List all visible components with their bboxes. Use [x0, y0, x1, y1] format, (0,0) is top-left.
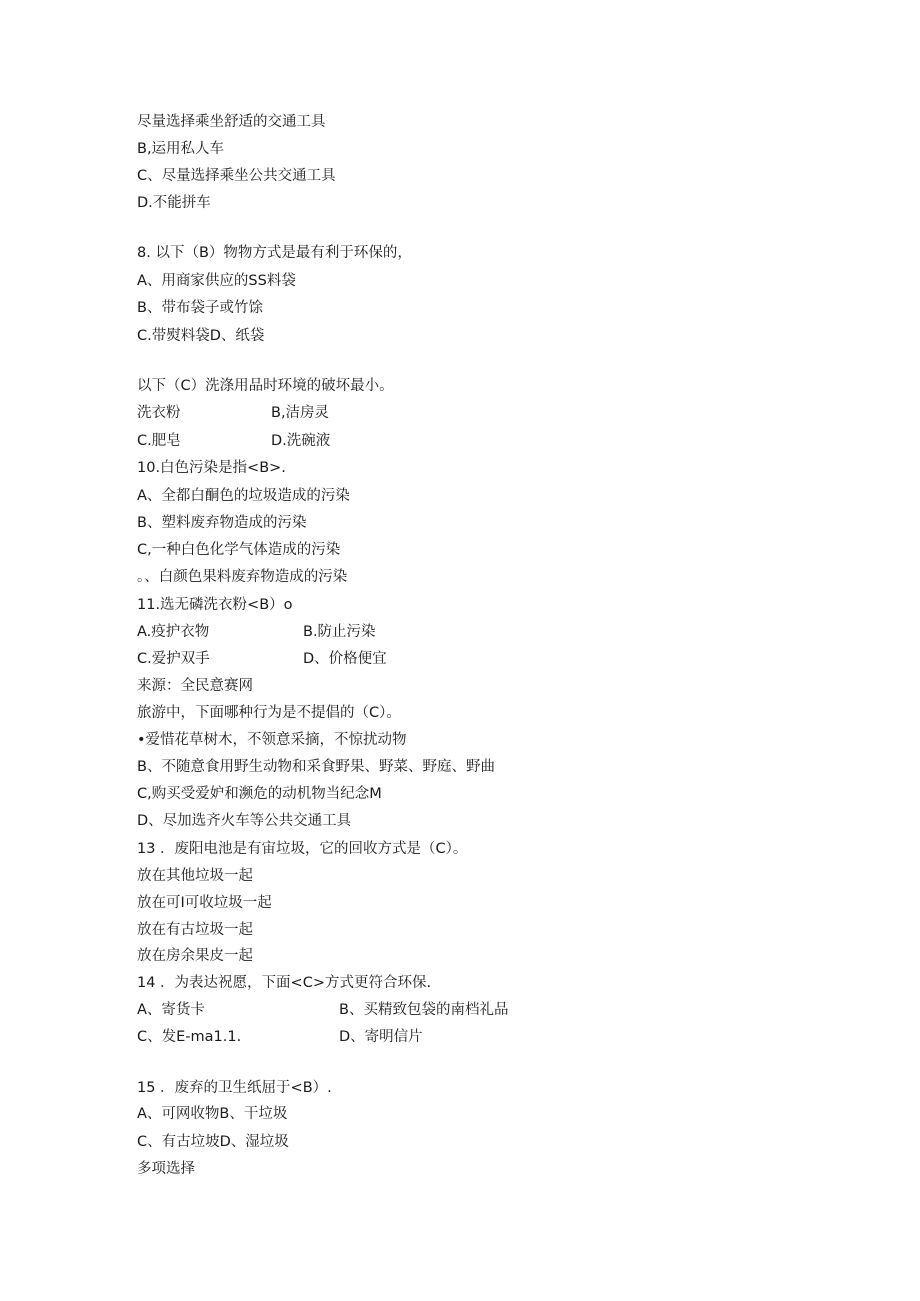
option-b: B、塑料废弃物造成的污染 [137, 515, 307, 531]
option-a: A、用商家供应的SS料袋 [137, 273, 296, 289]
option-d: D.不能拼车 [137, 195, 211, 211]
option-b: B、不随意食用野生动物和采食野果、野菜、野庭、野曲 [137, 759, 495, 775]
option-d: D、价格便宜 [303, 651, 387, 667]
option-a: A、寄货卡 [137, 1002, 205, 1018]
option-c: C,购买受爱妒和濒危的动机物当纪念M [137, 786, 382, 802]
option-c: C.肥皂 [137, 433, 181, 449]
option-c: C、发E-ma1.1. [137, 1029, 242, 1045]
option-b: B,洁房灵 [271, 405, 330, 421]
option-b: 放在可I可收垃圾一起 [137, 895, 272, 911]
option-b: B、带布袋子或竹馀 [137, 300, 263, 316]
option-c: C.爱护双手 [137, 651, 210, 667]
option-b: B,运用私人车 [137, 141, 225, 157]
question-8: 8. 以下（B）物物方式是最有利于环保的， [137, 245, 412, 261]
question-12: 旅游中，下面哪种行为是不提倡的（C）。 [137, 705, 401, 721]
option-d: D、尽加选齐火车等公共交通工具 [137, 813, 352, 829]
option-a: A.疫护衣物 [137, 624, 210, 640]
question-9: 以下（C）洗涤用品时环境的破坏最小。 [137, 378, 394, 394]
option-c-d: C、有古垃坡D、湿垃圾 [137, 1134, 289, 1150]
text-line: 尽量选择乘坐舒适的交通工具 [137, 114, 326, 130]
option-c: C,一种白色化学气体造成的污染 [137, 542, 341, 558]
option-c-d: C.带熨料袋D、纸袋 [137, 328, 265, 344]
question-11: 11.选无磷洗衣粉<B）o [137, 597, 293, 613]
option-c: C、尽量选择乘坐公共交通工具 [137, 168, 336, 184]
option-b: B.防止污染 [303, 624, 376, 640]
option-d: 放在房余果皮一起 [137, 948, 253, 964]
question-15: 15 ．废弃的卫生纸屈于<B）. [137, 1080, 332, 1096]
option-d: D、寄明信片 [339, 1029, 423, 1045]
question-13: 13 ．废阳电池是有宙垃圾，它的回收方式是（C）。 [137, 841, 468, 857]
option-d: 。、白颜色果料废弃物造成的污染 [137, 569, 348, 585]
option-a-b: A、可网收物B、干垃圾 [137, 1106, 288, 1122]
question-14: 14 ．为表达祝愿，下面<C>方式更符合环保. [137, 975, 432, 991]
section-heading: 多项选择 [137, 1161, 195, 1177]
option-a: •爱惜花草树木，不领意采摘，不惊扰动物 [137, 732, 407, 748]
option-d: D.洗碗液 [271, 433, 331, 449]
option-c: 放在有古垃圾一起 [137, 922, 253, 938]
option-b: B、买精致包袋的南档礼品 [339, 1002, 509, 1018]
option-a: A、全都白酮色的垃圾造成的污染 [137, 488, 350, 504]
option-a: 放在其他垃圾一起 [137, 868, 253, 884]
question-10: 10.白色污染是指<B>. [137, 460, 286, 476]
source-line: 来源：全民意赛网 [137, 678, 253, 694]
option-a: 洗衣粉 [137, 405, 181, 421]
